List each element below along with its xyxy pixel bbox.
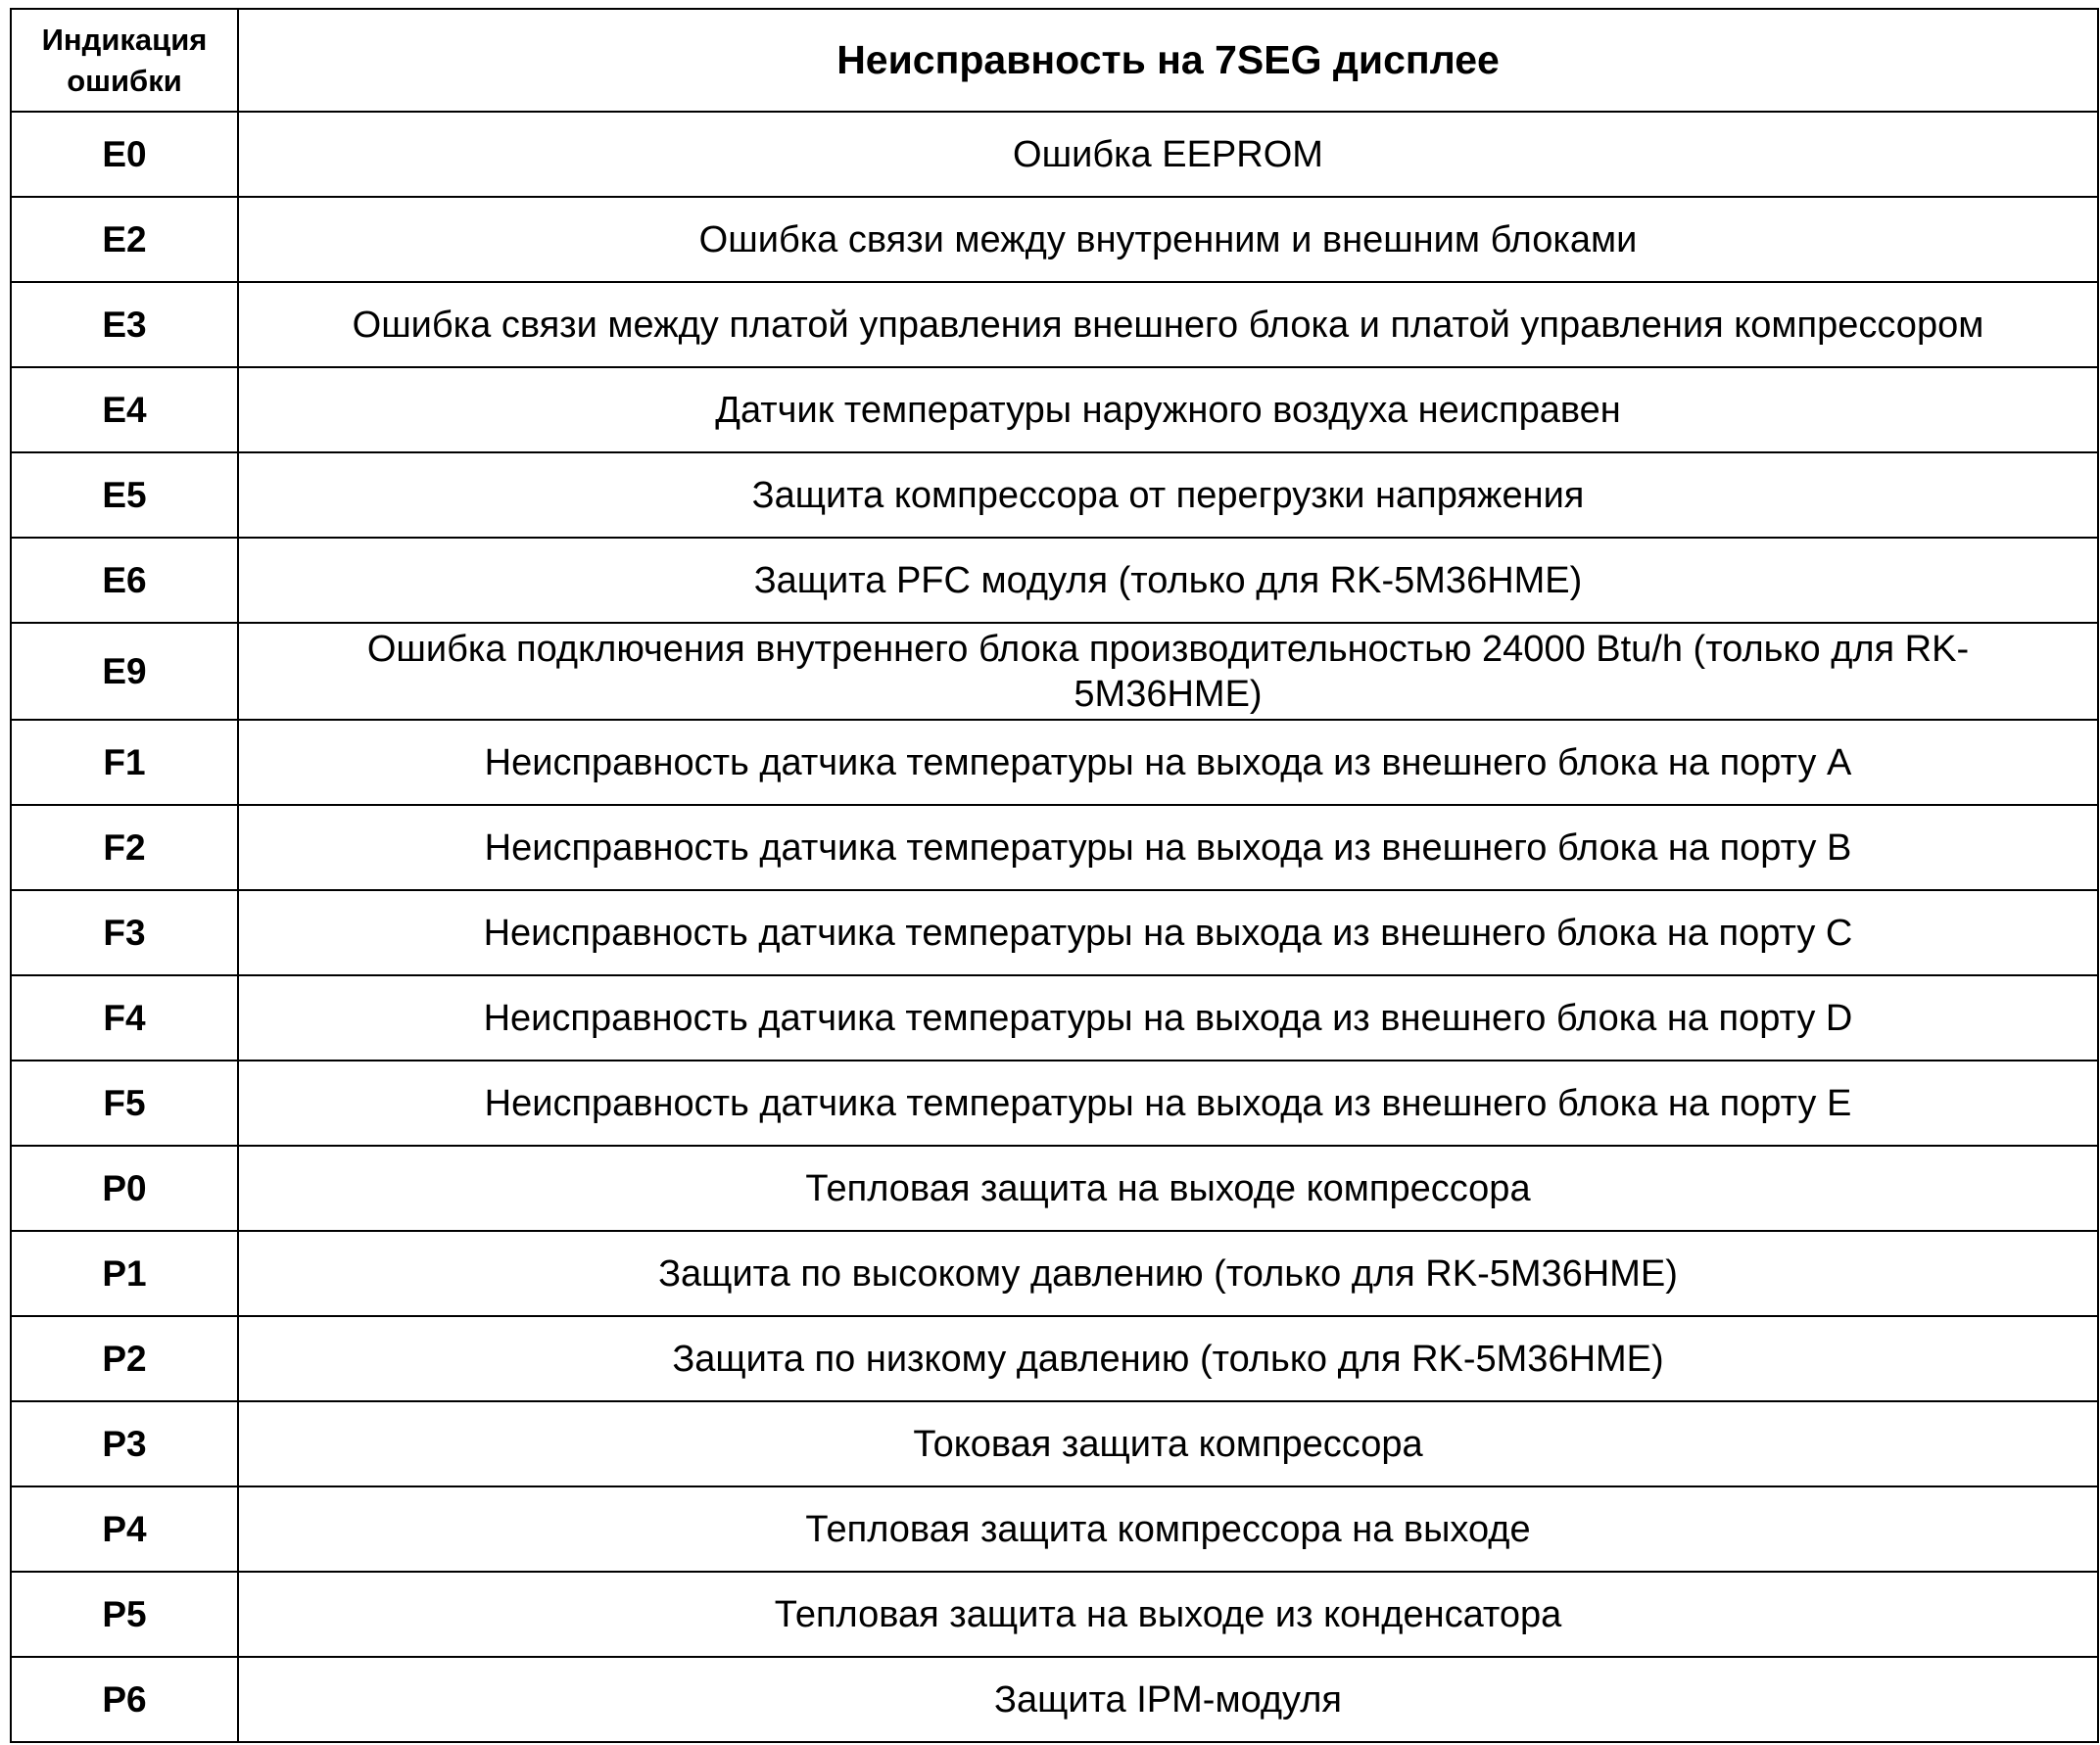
- error-code-cell: E3: [11, 282, 238, 367]
- error-codes-table: [10, 8, 2099, 1743]
- error-description-cell: Защита PFC модуля (только для RK-5M36HME): [238, 538, 2098, 623]
- error-description-cell: Неисправность датчика температуры на выхода из внешнего блока на порту C: [238, 890, 2098, 975]
- error-code-cell: F3: [11, 890, 238, 975]
- table-row: [11, 1486, 2098, 1572]
- table-row: [11, 975, 2098, 1061]
- error-code-cell: E0: [11, 112, 238, 197]
- error-description-cell: Тепловая защита компрессора на выходе: [238, 1486, 2098, 1572]
- table-row: [11, 112, 2098, 197]
- error-code-cell: P4: [11, 1486, 238, 1572]
- error-code-cell: F2: [11, 805, 238, 890]
- error-code-cell: F1: [11, 720, 238, 805]
- error-description-cell: Тепловая защита на выходе из конденсатора: [238, 1572, 2098, 1657]
- table-row: [11, 452, 2098, 538]
- table-row: [11, 1401, 2098, 1486]
- error-code-cell: E6: [11, 538, 238, 623]
- error-code-cell: P1: [11, 1231, 238, 1316]
- error-description-cell: Неисправность датчика температуры на выхода из внешнего блока на порту E: [238, 1061, 2098, 1146]
- error-description-cell: Защита по высокому давлению (только для RK-5M36HME): [238, 1231, 2098, 1316]
- table-row: [11, 1657, 2098, 1742]
- error-code-cell: E9: [11, 623, 238, 720]
- table-row: [11, 805, 2098, 890]
- error-code-cell: E2: [11, 197, 238, 282]
- error-description-cell: Датчик температуры наружного воздуха неисправен: [238, 367, 2098, 452]
- error-code-cell: P5: [11, 1572, 238, 1657]
- table-row: [11, 623, 2098, 720]
- table-row: [11, 1231, 2098, 1316]
- table-row: [11, 197, 2098, 282]
- error-description-cell: Ошибка EEPROM: [238, 112, 2098, 197]
- error-description-cell: Тепловая защита на выходе компрессора: [238, 1146, 2098, 1231]
- error-description-cell: Ошибка связи между внутренним и внешним блоками: [238, 197, 2098, 282]
- table-row: [11, 1061, 2098, 1146]
- column-header-description: Неисправность на 7SEG дисплее: [238, 9, 2098, 112]
- error-description-cell: Токовая защита компрессора: [238, 1401, 2098, 1486]
- error-code-cell: P0: [11, 1146, 238, 1231]
- error-code-cell: F4: [11, 975, 238, 1061]
- column-header-code: Индикация ошибки: [11, 9, 238, 112]
- error-code-cell: P2: [11, 1316, 238, 1401]
- error-code-cell: P6: [11, 1657, 238, 1742]
- error-code-cell: E4: [11, 367, 238, 452]
- table-row: [11, 720, 2098, 805]
- error-code-cell: P3: [11, 1401, 238, 1486]
- table-header-row: [11, 9, 2098, 112]
- table-row: [11, 1572, 2098, 1657]
- error-code-cell: E5: [11, 452, 238, 538]
- table-row: [11, 1146, 2098, 1231]
- table-row: [11, 890, 2098, 975]
- table-row: [11, 1316, 2098, 1401]
- error-description-cell: Защита компрессора от перегрузки напряжения: [238, 452, 2098, 538]
- error-description-cell: Неисправность датчика температуры на выхода из внешнего блока на порту D: [238, 975, 2098, 1061]
- table-row: [11, 367, 2098, 452]
- error-description-cell: Неисправность датчика температуры на выхода из внешнего блока на порту B: [238, 805, 2098, 890]
- error-description-cell: Ошибка подключения внутреннего блока производительностью 24000 Btu/h (только для RK-5M36HME): [238, 623, 2098, 720]
- error-description-cell: Защита по низкому давлению (только для RK-5M36HME): [238, 1316, 2098, 1401]
- error-description-cell: Ошибка связи между платой управления внешнего блока и платой управления компрессором: [238, 282, 2098, 367]
- table-row: [11, 538, 2098, 623]
- error-description-cell: Защита IPM-модуля: [238, 1657, 2098, 1742]
- error-description-cell: Неисправность датчика температуры на выхода из внешнего блока на порту A: [238, 720, 2098, 805]
- error-code-cell: F5: [11, 1061, 238, 1146]
- table-body: [11, 112, 2098, 1742]
- table-row: [11, 282, 2098, 367]
